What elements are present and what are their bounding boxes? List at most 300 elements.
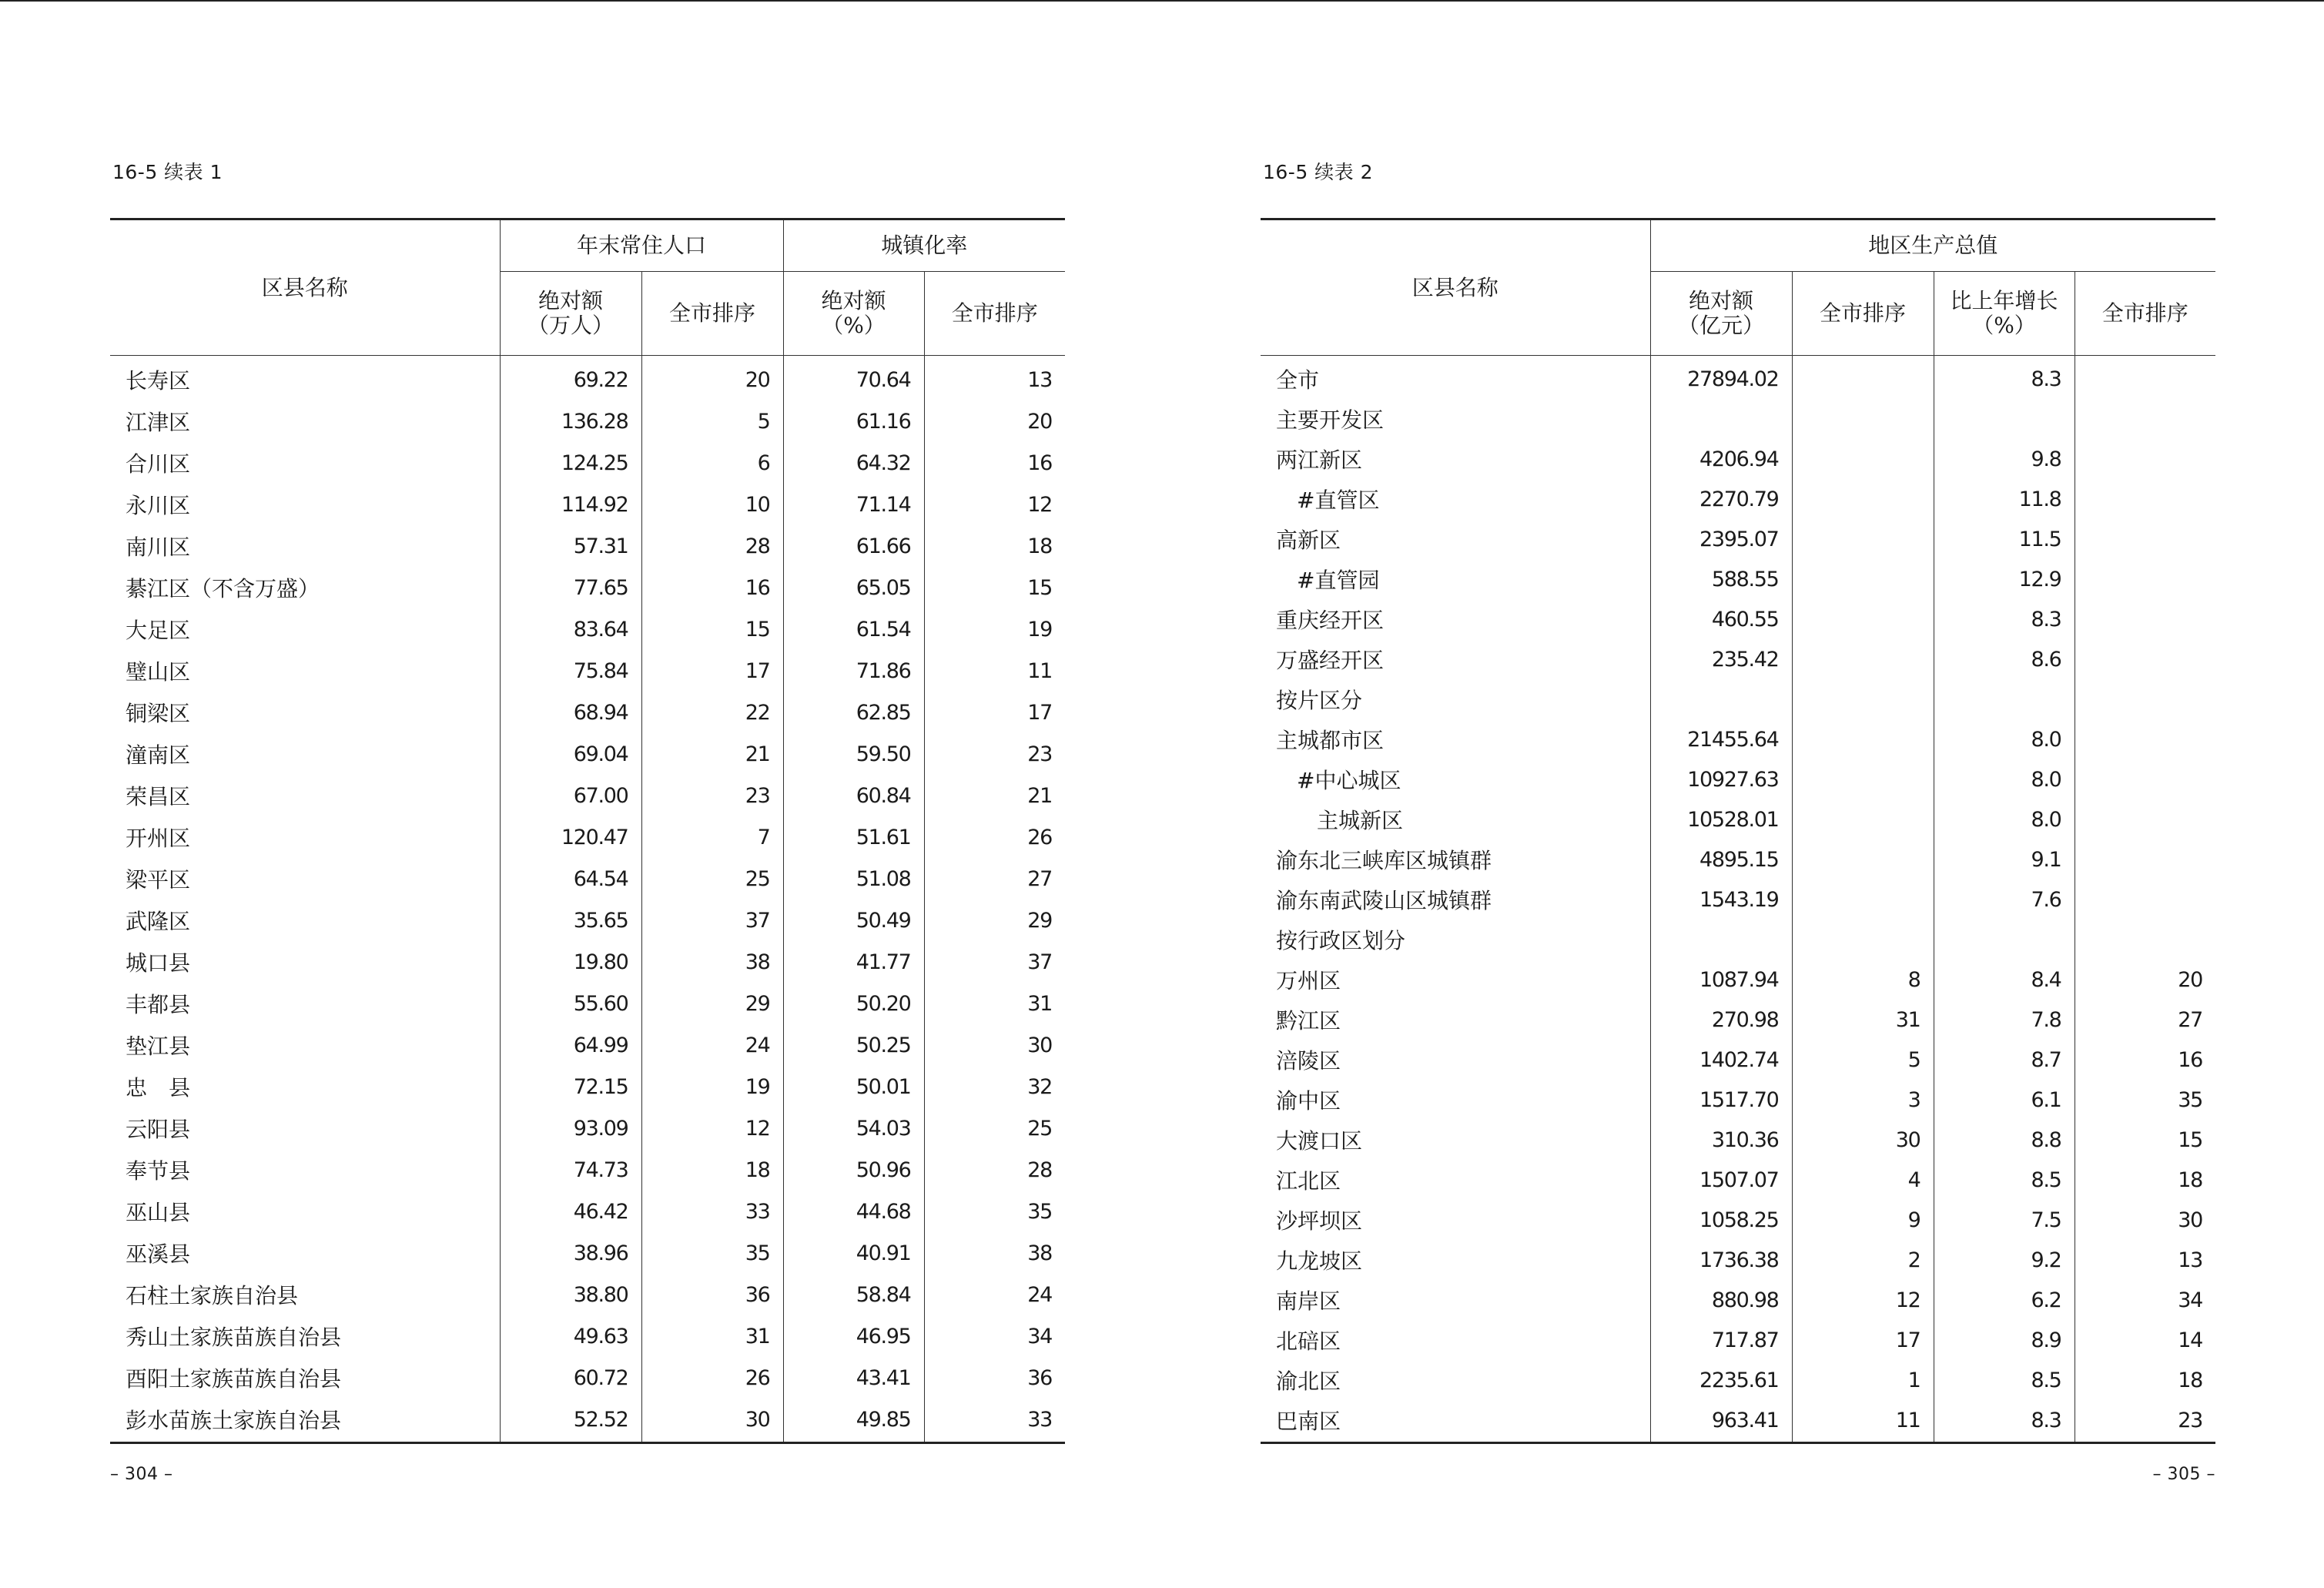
region-name-cell: 武隆区 xyxy=(126,909,191,934)
population-rank-cell: 33 xyxy=(641,1191,783,1232)
growth-rank-cell xyxy=(2075,839,2215,879)
population-value-cell: 46.42 xyxy=(500,1191,641,1232)
population-value-cell: 114.92 xyxy=(500,484,641,525)
table-row xyxy=(1261,799,2215,839)
population-rank-cell: 30 xyxy=(641,1399,783,1443)
gdp-rank-cell xyxy=(1792,479,1934,519)
table-row xyxy=(110,1232,1065,1274)
region-name-cell: 高新区 xyxy=(1276,528,1341,553)
table-row xyxy=(110,1274,1065,1315)
region-name-cell: 荣昌区 xyxy=(126,784,191,809)
urbanization-rate-cell: 50.96 xyxy=(783,1149,924,1191)
growth-rate-cell: 8.0 xyxy=(1934,799,2075,839)
population-rank-cell: 18 xyxy=(641,1149,783,1191)
growth-rate-cell: 11.8 xyxy=(1934,479,2075,519)
region-name-cell: 奉节县 xyxy=(126,1158,191,1184)
region-name-cell: 渝东南武陵山区城镇群 xyxy=(1276,888,1492,913)
urbanization-rank-cell: 21 xyxy=(924,775,1065,816)
gdp-rank-cell xyxy=(1792,679,1934,719)
growth-rate-cell: 8.4 xyxy=(1934,960,2075,1000)
table-row xyxy=(1261,879,2215,920)
table-row xyxy=(110,858,1065,900)
growth-rank-cell xyxy=(2075,559,2215,599)
table-row xyxy=(110,608,1065,650)
gdp-value-cell: 2395.07 xyxy=(1650,519,1792,559)
urbanization-rank-cell: 30 xyxy=(924,1024,1065,1066)
urbanization-rate-cell: 49.85 xyxy=(783,1399,924,1443)
page-number: – 305 – xyxy=(2152,1465,2215,1484)
population-rank-cell: 23 xyxy=(641,775,783,816)
population-value-cell: 38.80 xyxy=(500,1274,641,1315)
growth-rank-cell xyxy=(2075,679,2215,719)
growth-rate-cell: 7.8 xyxy=(1934,1000,2075,1040)
region-name-cell: 黔江区 xyxy=(1276,1008,1341,1034)
population-value-cell: 93.09 xyxy=(500,1107,641,1149)
gdp-value-cell: 1543.19 xyxy=(1650,879,1792,920)
table-row xyxy=(110,941,1065,983)
growth-rank-cell: 20 xyxy=(2075,960,2215,1000)
urbanization-rate-cell: 61.16 xyxy=(783,400,924,442)
gdp-value-cell: 310.36 xyxy=(1650,1120,1792,1160)
urbanization-rank-cell: 20 xyxy=(924,400,1065,442)
urbanization-rate-cell: 43.41 xyxy=(783,1357,924,1399)
growth-rate-cell: 9.1 xyxy=(1934,839,2075,879)
urbanization-rate-cell: 70.64 xyxy=(783,356,924,401)
growth-rate-cell: 9.8 xyxy=(1934,439,2075,479)
growth-rank-cell: 34 xyxy=(2075,1280,2215,1320)
table-row xyxy=(1261,1280,2215,1320)
region-name-cell: 垫江县 xyxy=(126,1034,191,1059)
table-row xyxy=(1261,479,2215,519)
population-value-cell: 83.64 xyxy=(500,608,641,650)
population-rank-cell: 35 xyxy=(641,1232,783,1274)
table-row xyxy=(110,400,1065,442)
region-name-cell: 按片区分 xyxy=(1276,688,1363,713)
growth-rate-cell: 9.2 xyxy=(1934,1240,2075,1280)
table-row xyxy=(110,1191,1065,1232)
gdp-rank-cell: 1 xyxy=(1792,1360,1934,1400)
urbanization-rank-cell: 29 xyxy=(924,900,1065,941)
table-row xyxy=(110,816,1065,858)
growth-rate-cell: 8.6 xyxy=(1934,639,2075,679)
population-value-cell: 38.96 xyxy=(500,1232,641,1274)
region-name-cell: 南川区 xyxy=(126,534,191,560)
growth-rate-cell: 8.8 xyxy=(1934,1120,2075,1160)
urbanization-rank-cell: 28 xyxy=(924,1149,1065,1191)
table-row xyxy=(1261,559,2215,599)
urbanization-rank-cell: 26 xyxy=(924,816,1065,858)
table-row xyxy=(110,1149,1065,1191)
region-name-cell: 主要开发区 xyxy=(1276,407,1385,433)
population-value-cell: 57.31 xyxy=(500,525,641,567)
urbanization-rate-cell: 71.86 xyxy=(783,650,924,692)
region-name-cell: 开州区 xyxy=(126,826,191,851)
header-gdp-rank: 全市排序 xyxy=(1792,272,1934,356)
table-caption: 16-5 续表 2 xyxy=(1263,161,1374,183)
population-value-cell: 72.15 xyxy=(500,1066,641,1107)
growth-rate-cell: 6.2 xyxy=(1934,1280,2075,1320)
urbanization-rate-cell: 59.50 xyxy=(783,733,924,775)
region-name-cell: #直管区 xyxy=(1297,487,1380,513)
population-value-cell: 77.65 xyxy=(500,567,641,608)
table-row xyxy=(1261,439,2215,479)
gdp-value-cell: 1517.70 xyxy=(1650,1080,1792,1120)
region-name-cell: 沙坪坝区 xyxy=(1276,1208,1363,1234)
region-name-cell: 城口县 xyxy=(126,950,191,976)
header-population-group: 年末常住人口 xyxy=(500,219,783,272)
header-population-rank: 全市排序 xyxy=(641,272,783,356)
gdp-rank-cell xyxy=(1792,356,1934,400)
gdp-value-cell: 1736.38 xyxy=(1650,1240,1792,1280)
gdp-rank-cell xyxy=(1792,920,1934,960)
region-name-cell: #中心城区 xyxy=(1297,768,1401,793)
page-number: – 304 – xyxy=(110,1465,173,1484)
table-row xyxy=(110,775,1065,816)
table-row xyxy=(1261,1120,2215,1160)
region-name-cell: 忠 县 xyxy=(126,1075,191,1101)
gdp-rank-cell xyxy=(1792,439,1934,479)
population-value-cell: 49.63 xyxy=(500,1315,641,1357)
region-name-cell: 主城都市区 xyxy=(1276,728,1385,753)
table-caption: 16-5 续表 1 xyxy=(112,161,223,183)
growth-rank-cell xyxy=(2075,519,2215,559)
urbanization-rank-cell: 36 xyxy=(924,1357,1065,1399)
table-row xyxy=(1261,519,2215,559)
urbanization-rank-cell: 15 xyxy=(924,567,1065,608)
gdp-rank-cell: 30 xyxy=(1792,1120,1934,1160)
population-rank-cell: 17 xyxy=(641,650,783,692)
growth-rate-cell: 11.5 xyxy=(1934,519,2075,559)
population-value-cell: 136.28 xyxy=(500,400,641,442)
growth-rate-cell: 7.5 xyxy=(1934,1200,2075,1240)
region-name-cell: 大渡口区 xyxy=(1276,1128,1363,1154)
growth-rank-cell: 16 xyxy=(2075,1040,2215,1080)
region-name-cell: 九龙坡区 xyxy=(1276,1248,1363,1274)
gdp-rank-cell: 3 xyxy=(1792,1080,1934,1120)
growth-rank-cell: 18 xyxy=(2075,1160,2215,1200)
growth-rate-cell: 12.9 xyxy=(1934,559,2075,599)
urbanization-rank-cell: 12 xyxy=(924,484,1065,525)
table-row xyxy=(1261,1000,2215,1040)
urbanization-rate-cell: 65.05 xyxy=(783,567,924,608)
growth-rank-cell: 35 xyxy=(2075,1080,2215,1120)
region-name-cell: 秀山土家族苗族自治县 xyxy=(126,1325,342,1350)
region-name-cell: 潼南区 xyxy=(126,742,191,768)
gdp-value-cell: 270.98 xyxy=(1650,1000,1792,1040)
growth-rank-cell: 13 xyxy=(2075,1240,2215,1280)
urbanization-rank-cell: 38 xyxy=(924,1232,1065,1274)
growth-rank-cell: 18 xyxy=(2075,1360,2215,1400)
population-value-cell: 120.47 xyxy=(500,816,641,858)
gdp-value-cell: 1058.25 xyxy=(1650,1200,1792,1240)
gdp-value-cell: 21455.64 xyxy=(1650,719,1792,759)
region-name-cell: 涪陵区 xyxy=(1276,1048,1341,1074)
population-value-cell: 69.04 xyxy=(500,733,641,775)
header-growth: 比上年增长 （%） xyxy=(1934,272,2075,356)
population-rank-cell: 20 xyxy=(641,356,783,401)
gdp-value-cell: 2235.61 xyxy=(1650,1360,1792,1400)
gdp-value-cell: 235.42 xyxy=(1650,639,1792,679)
gdp-rank-cell xyxy=(1792,879,1934,920)
population-value-cell: 60.72 xyxy=(500,1357,641,1399)
table-row xyxy=(110,900,1065,941)
growth-rank-cell xyxy=(2075,639,2215,679)
urbanization-rate-cell: 51.08 xyxy=(783,858,924,900)
region-name-cell: 江津区 xyxy=(126,410,191,435)
population-rank-cell: 6 xyxy=(641,442,783,484)
table-row xyxy=(1261,960,2215,1000)
region-name-cell: 江北区 xyxy=(1276,1168,1341,1194)
gdp-rank-cell xyxy=(1792,839,1934,879)
table-row xyxy=(1261,1200,2215,1240)
gdp-rank-cell: 8 xyxy=(1792,960,1934,1000)
region-name-cell: 重庆经开区 xyxy=(1276,608,1385,633)
urbanization-rate-cell: 64.32 xyxy=(783,442,924,484)
growth-rank-cell: 23 xyxy=(2075,1400,2215,1443)
urbanization-rate-cell: 62.85 xyxy=(783,692,924,733)
region-name-cell: 大足区 xyxy=(126,618,191,643)
growth-rank-cell: 15 xyxy=(2075,1120,2215,1160)
growth-rank-cell xyxy=(2075,719,2215,759)
gdp-rank-cell: 9 xyxy=(1792,1200,1934,1240)
table-row xyxy=(110,1024,1065,1066)
region-name-cell: 主城新区 xyxy=(1317,808,1404,833)
growth-rank-cell xyxy=(2075,920,2215,960)
table-row xyxy=(1261,719,2215,759)
population-rank-cell: 10 xyxy=(641,484,783,525)
urbanization-rate-cell: 50.25 xyxy=(783,1024,924,1066)
header-urbanization-rank: 全市排序 xyxy=(924,272,1065,356)
header-region-name: 区县名称 xyxy=(1261,219,1650,356)
gdp-rank-cell xyxy=(1792,719,1934,759)
gdp-value-cell: 717.87 xyxy=(1650,1320,1792,1360)
population-value-cell: 75.84 xyxy=(500,650,641,692)
urbanization-rank-cell: 16 xyxy=(924,442,1065,484)
table-row xyxy=(1261,399,2215,439)
region-name-cell: 云阳县 xyxy=(126,1117,191,1142)
header-population-absolute: 绝对额 （万人） xyxy=(500,272,641,356)
gdp-rank-cell xyxy=(1792,639,1934,679)
table-row xyxy=(110,650,1065,692)
growth-rank-cell: 30 xyxy=(2075,1200,2215,1240)
urbanization-rank-cell: 11 xyxy=(924,650,1065,692)
table-row xyxy=(110,1107,1065,1149)
urbanization-rank-cell: 33 xyxy=(924,1399,1065,1443)
population-value-cell: 64.99 xyxy=(500,1024,641,1066)
header-gdp-absolute: 绝对额 （亿元） xyxy=(1650,272,1792,356)
urbanization-rank-cell: 37 xyxy=(924,941,1065,983)
urbanization-rate-cell: 58.84 xyxy=(783,1274,924,1315)
table-row xyxy=(110,442,1065,484)
gdp-value-cell: 880.98 xyxy=(1650,1280,1792,1320)
region-name-cell: 按行政区划分 xyxy=(1276,928,1406,953)
top-border-line xyxy=(0,0,2324,2)
table-row xyxy=(1261,599,2215,639)
population-urbanization-table xyxy=(110,218,1065,1444)
gdp-value-cell: 2270.79 xyxy=(1650,479,1792,519)
growth-rate-cell xyxy=(1934,920,2075,960)
growth-rate-cell xyxy=(1934,679,2075,719)
region-name-cell: 南岸区 xyxy=(1276,1288,1341,1314)
population-value-cell: 124.25 xyxy=(500,442,641,484)
region-name-cell: 酉阳土家族苗族自治县 xyxy=(126,1366,342,1392)
growth-rank-cell: 14 xyxy=(2075,1320,2215,1360)
growth-rate-cell: 8.7 xyxy=(1934,1040,2075,1080)
urbanization-rank-cell: 27 xyxy=(924,858,1065,900)
urbanization-rank-cell: 34 xyxy=(924,1315,1065,1357)
gdp-value-cell xyxy=(1650,679,1792,719)
population-rank-cell: 31 xyxy=(641,1315,783,1357)
region-name-cell: 梁平区 xyxy=(126,867,191,893)
urbanization-rank-cell: 25 xyxy=(924,1107,1065,1149)
region-name-cell: 铜梁区 xyxy=(126,701,191,726)
region-name-cell: 渝东北三峡库区城镇群 xyxy=(1276,848,1492,873)
table-row xyxy=(1261,759,2215,799)
population-value-cell: 74.73 xyxy=(500,1149,641,1191)
table-row xyxy=(110,983,1065,1024)
gdp-value-cell: 10927.63 xyxy=(1650,759,1792,799)
growth-rate-cell: 8.0 xyxy=(1934,759,2075,799)
table-row xyxy=(110,567,1065,608)
growth-rank-cell xyxy=(2075,879,2215,920)
gdp-rank-cell xyxy=(1792,599,1934,639)
region-name-cell: 万州区 xyxy=(1276,968,1341,993)
gdp-rank-cell xyxy=(1792,799,1934,839)
growth-rate-cell: 8.9 xyxy=(1934,1320,2075,1360)
urbanization-rate-cell: 41.77 xyxy=(783,941,924,983)
region-name-cell: 合川区 xyxy=(126,451,191,477)
gdp-rank-cell: 12 xyxy=(1792,1280,1934,1320)
population-rank-cell: 15 xyxy=(641,608,783,650)
growth-rank-cell: 27 xyxy=(2075,1000,2215,1040)
table-row xyxy=(1261,1360,2215,1400)
table-row xyxy=(1261,639,2215,679)
urbanization-rate-cell: 61.54 xyxy=(783,608,924,650)
gdp-value-cell: 963.41 xyxy=(1650,1400,1792,1443)
gdp-value-cell: 1087.94 xyxy=(1650,960,1792,1000)
urbanization-rank-cell: 32 xyxy=(924,1066,1065,1107)
table-row xyxy=(1261,920,2215,960)
region-name-cell: 渝中区 xyxy=(1276,1088,1341,1114)
growth-rate-cell: 8.3 xyxy=(1934,599,2075,639)
population-rank-cell: 25 xyxy=(641,858,783,900)
gdp-rank-cell: 2 xyxy=(1792,1240,1934,1280)
urbanization-rate-cell: 50.49 xyxy=(783,900,924,941)
table-row xyxy=(1261,1040,2215,1080)
header-urbanization-absolute: 绝对额 （%） xyxy=(783,272,924,356)
table-row xyxy=(110,1066,1065,1107)
region-name-cell: 巫溪县 xyxy=(126,1241,191,1267)
gdp-value-cell xyxy=(1650,399,1792,439)
region-name-cell: 北碚区 xyxy=(1276,1328,1341,1354)
population-value-cell: 69.22 xyxy=(500,356,641,401)
gdp-value-cell: 27894.02 xyxy=(1650,356,1792,400)
table-row xyxy=(1261,1080,2215,1120)
urbanization-rate-cell: 40.91 xyxy=(783,1232,924,1274)
population-value-cell: 35.65 xyxy=(500,900,641,941)
gdp-value-cell: 1402.74 xyxy=(1650,1040,1792,1080)
header-growth-rank: 全市排序 xyxy=(2075,272,2215,356)
region-name-cell: 万盛经开区 xyxy=(1276,648,1385,673)
population-value-cell: 67.00 xyxy=(500,775,641,816)
gdp-rank-cell: 5 xyxy=(1792,1040,1934,1080)
urbanization-rank-cell: 23 xyxy=(924,733,1065,775)
population-rank-cell: 38 xyxy=(641,941,783,983)
gdp-rank-cell xyxy=(1792,519,1934,559)
gdp-value-cell: 460.55 xyxy=(1650,599,1792,639)
urbanization-rank-cell: 13 xyxy=(924,356,1065,401)
region-name-cell: 巫山县 xyxy=(126,1200,191,1225)
header-region-name: 区县名称 xyxy=(110,219,500,356)
region-name-cell: 永川区 xyxy=(126,493,191,518)
gdp-value-cell: 4206.94 xyxy=(1650,439,1792,479)
gdp-value-cell: 4895.15 xyxy=(1650,839,1792,879)
urbanization-rate-cell: 71.14 xyxy=(783,484,924,525)
gdp-rank-cell xyxy=(1792,759,1934,799)
growth-rank-cell xyxy=(2075,439,2215,479)
table-row xyxy=(1261,839,2215,879)
table-row xyxy=(110,1315,1065,1357)
population-rank-cell: 29 xyxy=(641,983,783,1024)
gdp-rank-cell: 31 xyxy=(1792,1000,1934,1040)
table-row xyxy=(110,1399,1065,1443)
gdp-rank-cell xyxy=(1792,559,1934,599)
growth-rate-cell: 8.5 xyxy=(1934,1360,2075,1400)
region-name-cell: 石柱土家族自治县 xyxy=(126,1283,299,1308)
gdp-rank-cell xyxy=(1792,399,1934,439)
urbanization-rank-cell: 17 xyxy=(924,692,1065,733)
header-urbanization-group: 城镇化率 xyxy=(783,219,1065,272)
population-value-cell: 68.94 xyxy=(500,692,641,733)
urbanization-rate-cell: 54.03 xyxy=(783,1107,924,1149)
table-row xyxy=(110,733,1065,775)
table-row xyxy=(1261,1320,2215,1360)
region-name-cell: 全市 xyxy=(1276,367,1320,393)
growth-rank-cell xyxy=(2075,599,2215,639)
header-gdp-group: 地区生产总值 xyxy=(1650,219,2215,272)
gdp-rank-cell: 11 xyxy=(1792,1400,1934,1443)
urbanization-rate-cell: 51.61 xyxy=(783,816,924,858)
urbanization-rate-cell: 50.20 xyxy=(783,983,924,1024)
table-row xyxy=(110,1357,1065,1399)
region-name-cell: 两江新区 xyxy=(1276,447,1363,473)
population-rank-cell: 24 xyxy=(641,1024,783,1066)
population-rank-cell: 26 xyxy=(641,1357,783,1399)
urbanization-rank-cell: 31 xyxy=(924,983,1065,1024)
table-row xyxy=(1261,1400,2215,1443)
urbanization-rate-cell: 46.95 xyxy=(783,1315,924,1357)
urbanization-rank-cell: 35 xyxy=(924,1191,1065,1232)
region-name-cell: 璧山区 xyxy=(126,659,191,685)
population-value-cell: 55.60 xyxy=(500,983,641,1024)
gdp-value-cell: 10528.01 xyxy=(1650,799,1792,839)
table-row xyxy=(1261,1160,2215,1200)
population-rank-cell: 22 xyxy=(641,692,783,733)
population-rank-cell: 19 xyxy=(641,1066,783,1107)
table-row xyxy=(110,356,1065,401)
growth-rate-cell: 8.0 xyxy=(1934,719,2075,759)
growth-rank-cell xyxy=(2075,799,2215,839)
population-rank-cell: 28 xyxy=(641,525,783,567)
region-name-cell: 彭水苗族土家族自治县 xyxy=(126,1408,342,1433)
urbanization-rate-cell: 61.66 xyxy=(783,525,924,567)
region-name-cell: 渝北区 xyxy=(1276,1369,1341,1394)
growth-rate-cell: 6.1 xyxy=(1934,1080,2075,1120)
population-rank-cell: 7 xyxy=(641,816,783,858)
population-value-cell: 19.80 xyxy=(500,941,641,983)
gdp-table xyxy=(1261,218,2215,1444)
gdp-value-cell xyxy=(1650,920,1792,960)
